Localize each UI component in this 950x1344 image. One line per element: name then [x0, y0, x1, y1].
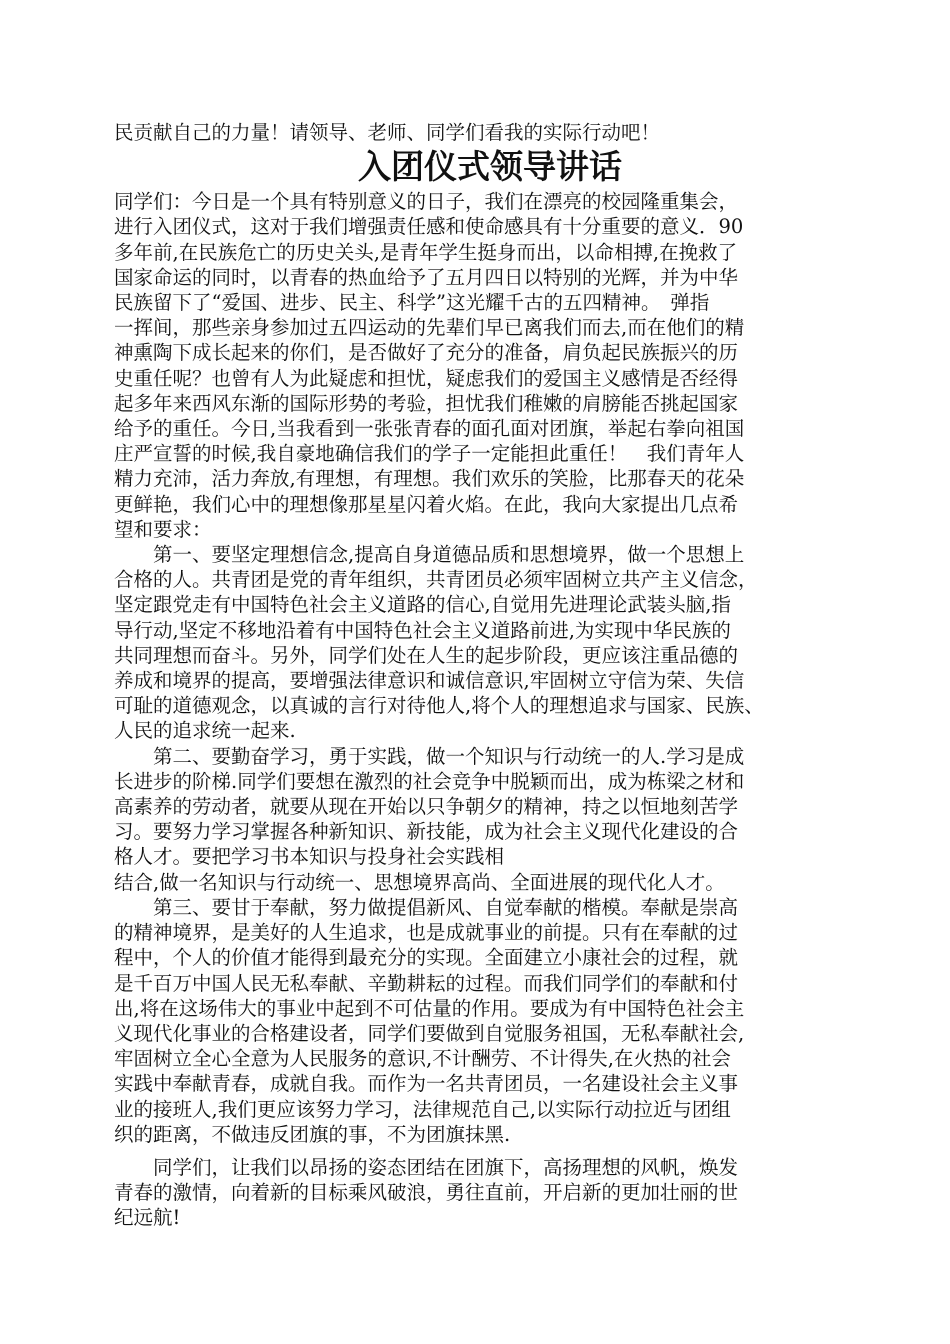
text-line: 养成和境界的提高，要增强法律意识和诚信意识,牢固树立守信为荣、失信 — [114, 669, 745, 693]
text-line: 出,将在这场伟大的事业中起到不可估量的作用。要成为有中国特色社会主 — [114, 996, 745, 1020]
paragraph-first — [114, 542, 838, 744]
text-line: 国家命运的同时，以青春的热血给予了五月四日以特别的光辉，并为中华 — [114, 265, 739, 289]
text-line: 起多年来西风东渐的国际形势的考验，担忧我们稚嫩的肩膀能否挑起国家 — [114, 391, 739, 415]
text-line: 牢固树立全心全意为人民服务的意识,不计酬劳、不计得失,在火热的社会 — [114, 1047, 731, 1071]
text-line: 织的距离，不做违反团旗的事，不为团旗抹黑. — [114, 1122, 511, 1146]
text-line: 的精神境界，是美好的人生追求，也是成就事业的前提。只有在奉献的过 — [114, 921, 739, 945]
document-title: 入团仪式领导讲话 — [358, 147, 622, 187]
text-line: 纪远航! — [114, 1206, 181, 1230]
paragraph-closing — [114, 1155, 838, 1231]
text-line: 导行动,坚定不移地沿着有中国特色社会主义道路前进,为实现中华民族的 — [114, 618, 731, 642]
text-line: 结合,做一名知识与行动统一、思想境界高尚、全面进展的现代化人才。 — [114, 870, 725, 894]
text-line: 可耻的道德观念，以真诚的言行对待他人,将个人的理想追求与国家、民族、 — [114, 694, 764, 718]
text-line: 史重任呢？也曾有人为此疑虑和担忧，疑虑我们的爱国主义感情是否经得 — [114, 366, 739, 390]
text-line: 第一、要坚定理想信念,提高自身道德品质和思想境界，做一个思想上 — [153, 543, 745, 567]
text-line: 习。要努力学习掌握各种新知识、新技能，成为社会主义现代化建设的合 — [114, 820, 739, 844]
text-line: 精力充沛，活力奔放,有理想，有理想。我们欢乐的笑脸，比那春天的花朵 — [114, 467, 745, 491]
text-line: 庄严宣誓的时候,我自豪地确信我们的学子一定能担此重任！ 我们青年人 — [114, 442, 745, 466]
text-line: 是千百万中国人民无私奉献、辛勤耕耘的过程。而我们同学们的奉献和付 — [114, 971, 739, 995]
text-line: 业的接班人,我们更应该努力学习，法律规范自己,以实际行动拉近与团组 — [114, 1097, 731, 1121]
paragraph-third — [114, 895, 838, 1147]
text-line: 义现代化事业的合格建设者，同学们要做到自觉服务祖国，无私奉献社会, — [114, 1021, 745, 1045]
text-line: 多年前,在民族危亡的历史关头,是青年学生挺身而出，以命相搏,在挽救了 — [114, 240, 738, 264]
text-line: 人民的追求统一起来. — [114, 719, 296, 743]
text-line: 坚定跟党走有中国特色社会主义道路的信心,自觉用先进理论武装头脑,指 — [114, 593, 731, 617]
text-line: 第三、要甘于奉献，努力做提倡新风、自觉奉献的楷模。奉献是崇高 — [153, 895, 739, 919]
text-line: 程中，个人的价值才能得到最充分的实现。全面建立小康社会的过程，就 — [114, 946, 739, 970]
text-line: 民族留下了“爱国、进步、民主、科学”这光耀千古的五四精神。 弹指 — [114, 291, 710, 315]
text-line: 格人才。要把学习书本知识与投身社会实践相 — [114, 845, 505, 869]
text-line: 更鲜艳，我们心中的理想像那星星闪着火焰。在此，我向大家提出几点希 — [114, 492, 739, 516]
text-line: 青春的激情，向着新的目标乘风破浪，勇往直前，开启新的更加壮丽的世 — [114, 1181, 739, 1205]
text-line: 神熏陶下成长起来的你们，是否做好了充分的准备，肩负起民族振兴的历 — [114, 341, 739, 365]
paragraph-second — [114, 744, 838, 895]
text-line: 望和要求： — [114, 517, 212, 541]
text-line: 共同理想而奋斗。另外，同学们处在人生的起步阶段，更应该注重品德的 — [114, 643, 739, 667]
text-line: 同学们，让我们以昂扬的姿态团结在团旗下，高扬理想的风帆，焕发 — [153, 1155, 739, 1179]
text-line: 一挥间，那些亲身参加过五四运动的先辈们早已离我们而去,而在他们的精 — [114, 316, 745, 340]
text-line: 同学们：今日是一个具有特别意义的日子，我们在漂亮的校园隆重集会， — [114, 190, 739, 214]
text-line: 合格的人。共青团是党的青年组织，共青团员必须牢固树立共产主义信念， — [114, 568, 758, 592]
document-page — [114, 120, 838, 1231]
text-line: 第二、要勤奋学习，勇于实践，做一个知识与行动统一的人.学习是成 — [153, 744, 745, 768]
text-line: 高素养的劳动者，就要从现在开始以只争朝夕的精神，持之以恒地刻苦学 — [114, 795, 739, 819]
text-line: 进行入团仪式，这对于我们增强责任感和使命感具有十分重要的意义．90 — [114, 215, 744, 239]
carryover-line: 民贡献自己的力量！请领导、老师、同学们看我的实际行动吧！ — [114, 121, 661, 144]
text-line: 给予的重任。今日,当我看到一张张青春的面孔面对团旗，举起右拳向祖国 — [114, 417, 745, 441]
text-line: 长进步的阶梯.同学们要想在激烈的社会竞争中脱颖而出，成为栋梁之材和 — [114, 769, 745, 793]
paragraph-intro — [114, 189, 838, 542]
text-line: 实践中奉献青春，成就自我。而作为一名共青团员，一名建设社会主义事 — [114, 1072, 739, 1096]
